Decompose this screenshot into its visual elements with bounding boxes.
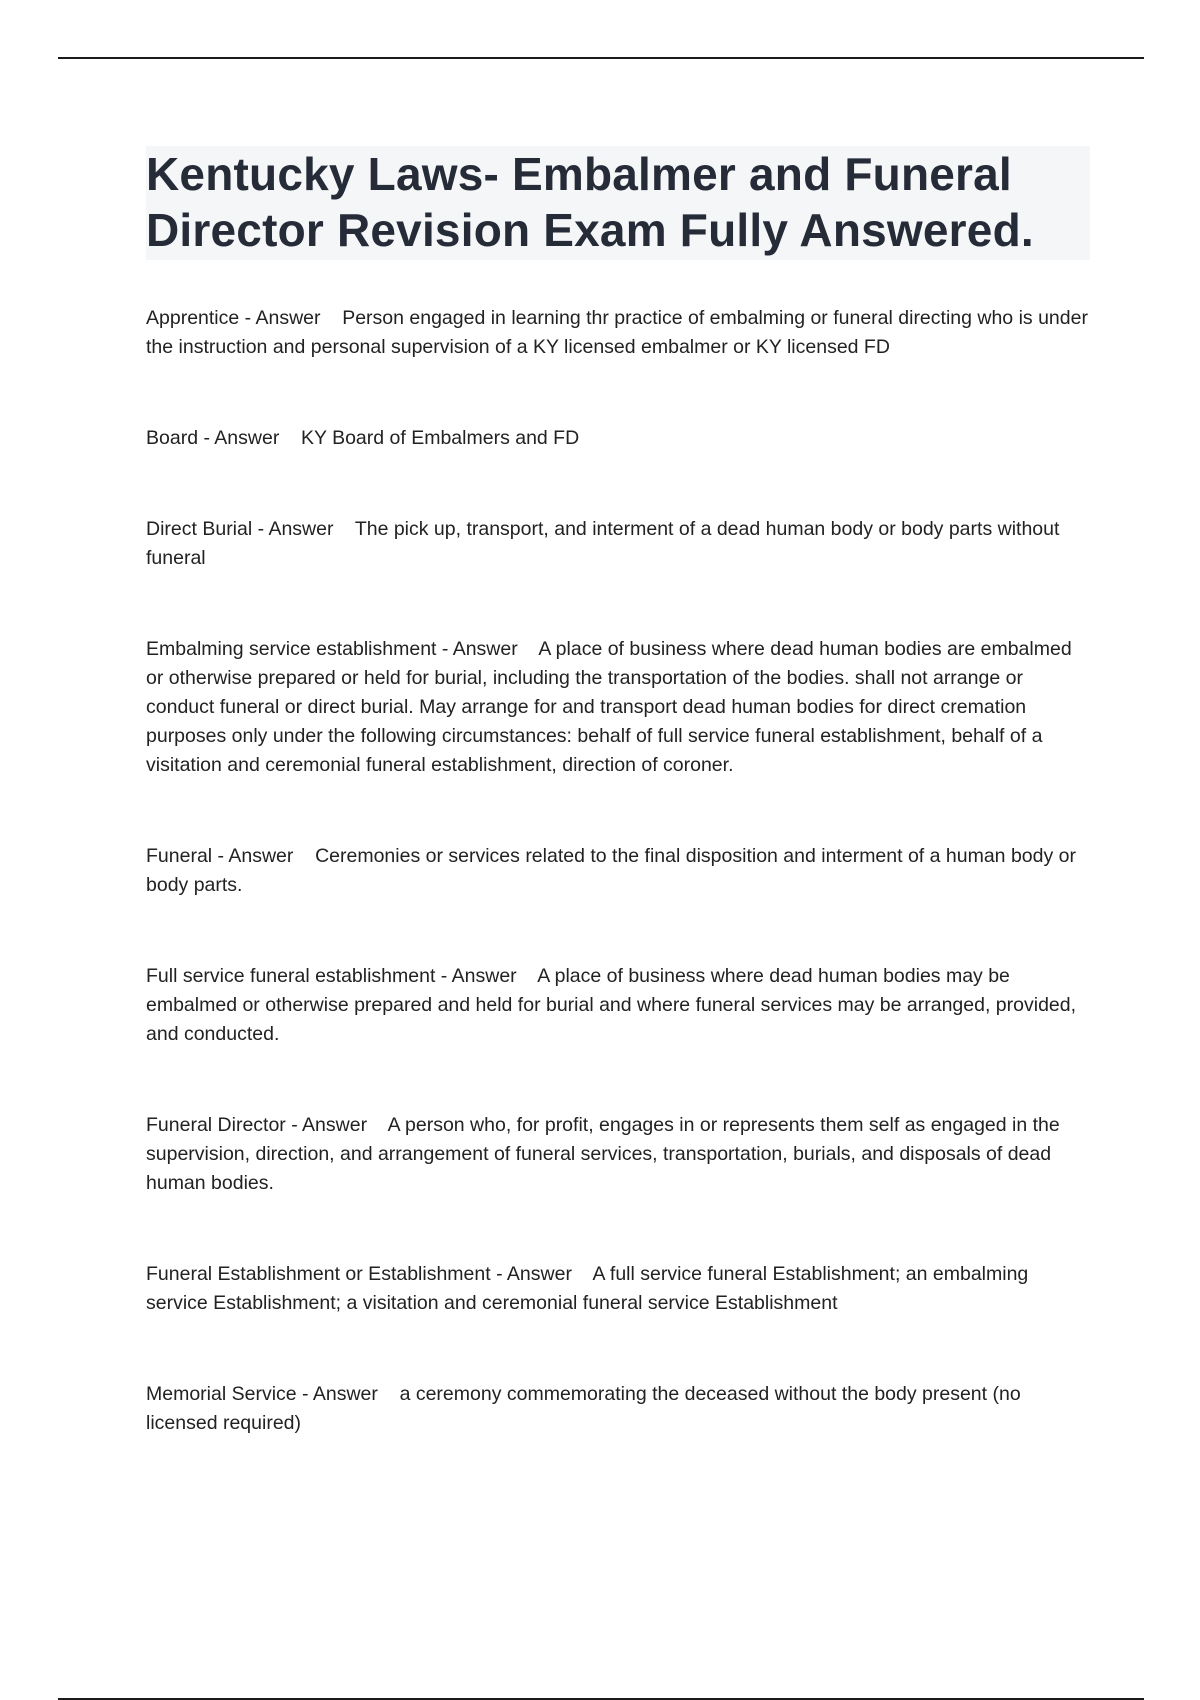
qa-item-direct-burial [146, 515, 1090, 573]
qa-term: Funeral Establishment or Establishment [146, 1263, 491, 1285]
qa-term: Embalming service establishment [146, 638, 437, 660]
qa-definition: A full service funeral Establishment; an embalming service Establishment; a visitation and ceremonial funeral service Establishment [146, 1263, 1029, 1314]
qa-definition: KY Board of Embalmers and FD [301, 427, 580, 449]
answer-separator: - Answer [436, 638, 539, 660]
qa-definition: Ceremonies or services related to the final disposition and interment of a human body or body parts. [146, 845, 1076, 896]
qa-item-memorial-service [146, 1380, 1090, 1438]
document-body [146, 146, 1090, 1438]
qa-definition: The pick up, transport, and interment of a dead human body or body parts without funeral [146, 518, 1060, 569]
answer-separator: - Answer [435, 965, 538, 987]
qa-definition: Person engaged in learning thr practice of embalming or funeral directing who is under the instruction and personal supervision of a KY licensed embalmer or KY licensed FD [146, 307, 1088, 358]
qa-definition: A place of business where dead human bodies may be embalmed or otherwise prepared and held for burial and where funeral services may be arranged, provided, and conducted. [146, 965, 1077, 1045]
top-divider [58, 57, 1144, 59]
answer-separator: - Answer [239, 307, 343, 329]
qa-term: Board [146, 427, 199, 449]
answer-separator: - Answer [285, 1114, 388, 1136]
qa-term: Funeral [146, 845, 213, 867]
qa-definition: A place of business where dead human bodies are embalmed or otherwise prepared or held for burial, including the transportation of the bodies. shall not arrange or conduct funeral or direct burial. May arrange for and transport dead human bodies for direct cremation purposes only under the following circumstances: behalf of full service funeral establishment, behalf of a visitation and ceremonial funeral establishment, direction of coroner. [146, 638, 1072, 776]
qa-item-funeral [146, 842, 1090, 900]
qa-term: Full service funeral establishment [146, 965, 436, 987]
qa-item-board [146, 424, 1090, 453]
qa-item-apprentice [146, 304, 1090, 362]
qa-item-funeral-establishment [146, 1260, 1090, 1318]
answer-separator: - Answer [490, 1263, 593, 1285]
answer-separator: - Answer [212, 845, 316, 867]
answer-separator: - Answer [296, 1383, 400, 1405]
qa-item-funeral-director [146, 1111, 1090, 1198]
qa-list [146, 304, 1090, 1438]
title-block [146, 146, 1090, 260]
qa-item-full-service-funeral-establishment [146, 962, 1090, 1049]
qa-definition: A person who, for profit, engages in or represents them self as engaged in the supervision, direction, and arrangement of funeral services, transportation, burials, and disposals of dead human bodies. [146, 1114, 1060, 1194]
qa-term: Memorial Service [146, 1383, 297, 1405]
answer-separator: - Answer [198, 427, 301, 449]
answer-separator: - Answer [252, 518, 355, 540]
qa-term: Funeral Director [146, 1114, 286, 1136]
qa-item-embalming-service-establishment [146, 635, 1090, 780]
qa-term: Direct Burial [146, 518, 253, 540]
document-title: Kentucky Laws- Embalmer and Funeral Director Revision Exam Fully Answered. [146, 148, 1034, 256]
qa-term: Apprentice [146, 307, 240, 329]
qa-definition: a ceremony commemorating the deceased without the body present (no licensed required) [146, 1383, 1021, 1434]
